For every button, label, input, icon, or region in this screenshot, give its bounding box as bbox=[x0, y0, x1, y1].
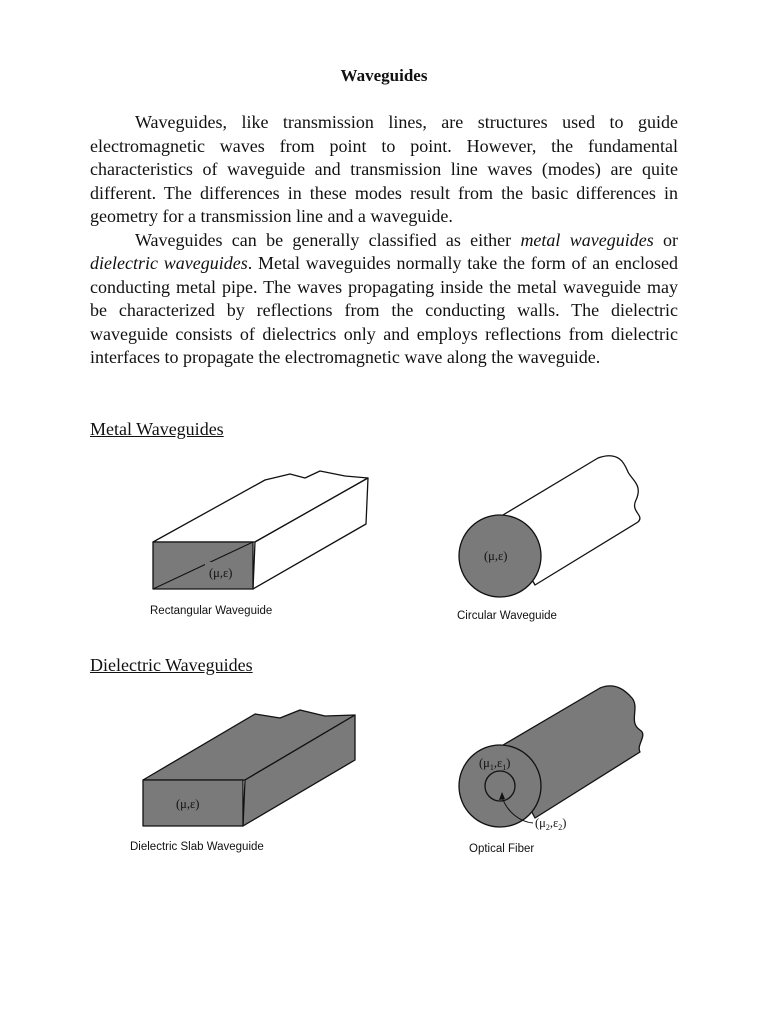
core-close-paren: ) bbox=[506, 756, 511, 770]
fiber-core bbox=[485, 771, 515, 801]
p2-part-c: or bbox=[653, 229, 678, 250]
clad-mu-subscript: 2 bbox=[545, 823, 550, 832]
rect-wg-caption: Rectangular Waveguide bbox=[150, 605, 273, 617]
fiber-core-label: $(\mu_1,\varepsilon_1)$ bbox=[479, 756, 511, 772]
p2-metal-waveguides-term: metal waveguides bbox=[520, 229, 654, 250]
circular-waveguide-figure bbox=[457, 456, 640, 622]
p2-part-a: Waveguides can be generally classified as either bbox=[135, 229, 521, 250]
optical-fiber-figure bbox=[459, 686, 643, 855]
slab-label: (μ,ε) bbox=[176, 797, 200, 811]
section-heading-dielectric: Dielectric Waveguides bbox=[90, 655, 253, 675]
clad-close-paren: ) bbox=[562, 816, 567, 830]
core-mu-subscript: 1 bbox=[489, 763, 494, 772]
p2-part-e: . Metal waveguides normally take the form of an enclosed conducting metal pipe. The waves propagating inside the metal waveguide may be characterized by reflections from the conducting walls. The dielectric waveguide consists of dielectrics only and employs reflections from dielectric interfaces to propagate the electromagnetic wave along the waveguide. bbox=[90, 253, 678, 367]
section-heading-metal: Metal Waveguides bbox=[90, 419, 224, 439]
slab-caption: Dielectric Slab Waveguide bbox=[130, 841, 264, 853]
page-title: Waveguides bbox=[340, 66, 428, 85]
rect-wg-label: (μ,ε) bbox=[209, 566, 233, 580]
fiber-cladding-label: $(\mu_2,\varepsilon_2)$ bbox=[535, 816, 567, 832]
rectangular-waveguide-figure bbox=[150, 471, 368, 617]
core-comma-eps: ,ε bbox=[493, 756, 503, 770]
slab-waveguide-figure bbox=[130, 710, 355, 853]
paragraph-1-text: Waveguides, like transmission lines, are structures used to guide electromagnetic waves from point to point. However, the fundamental characteristics of waveguide and transmission line waves (modes) are quite different. The differences in these modes result from the basic differences in geometry for a transmission line and a waveguide. bbox=[90, 112, 678, 226]
fiber-caption: Optical Fiber bbox=[469, 843, 535, 855]
clad-eps-subscript: 2 bbox=[558, 823, 563, 832]
p2-dielectric-waveguides-term: dielectric waveguides bbox=[90, 253, 248, 273]
circ-wg-label: (μ,ε) bbox=[484, 549, 508, 563]
clad-comma-eps: ,ε bbox=[549, 816, 559, 830]
circ-wg-caption: Circular Waveguide bbox=[457, 610, 557, 622]
core-eps-subscript: 1 bbox=[502, 763, 507, 772]
